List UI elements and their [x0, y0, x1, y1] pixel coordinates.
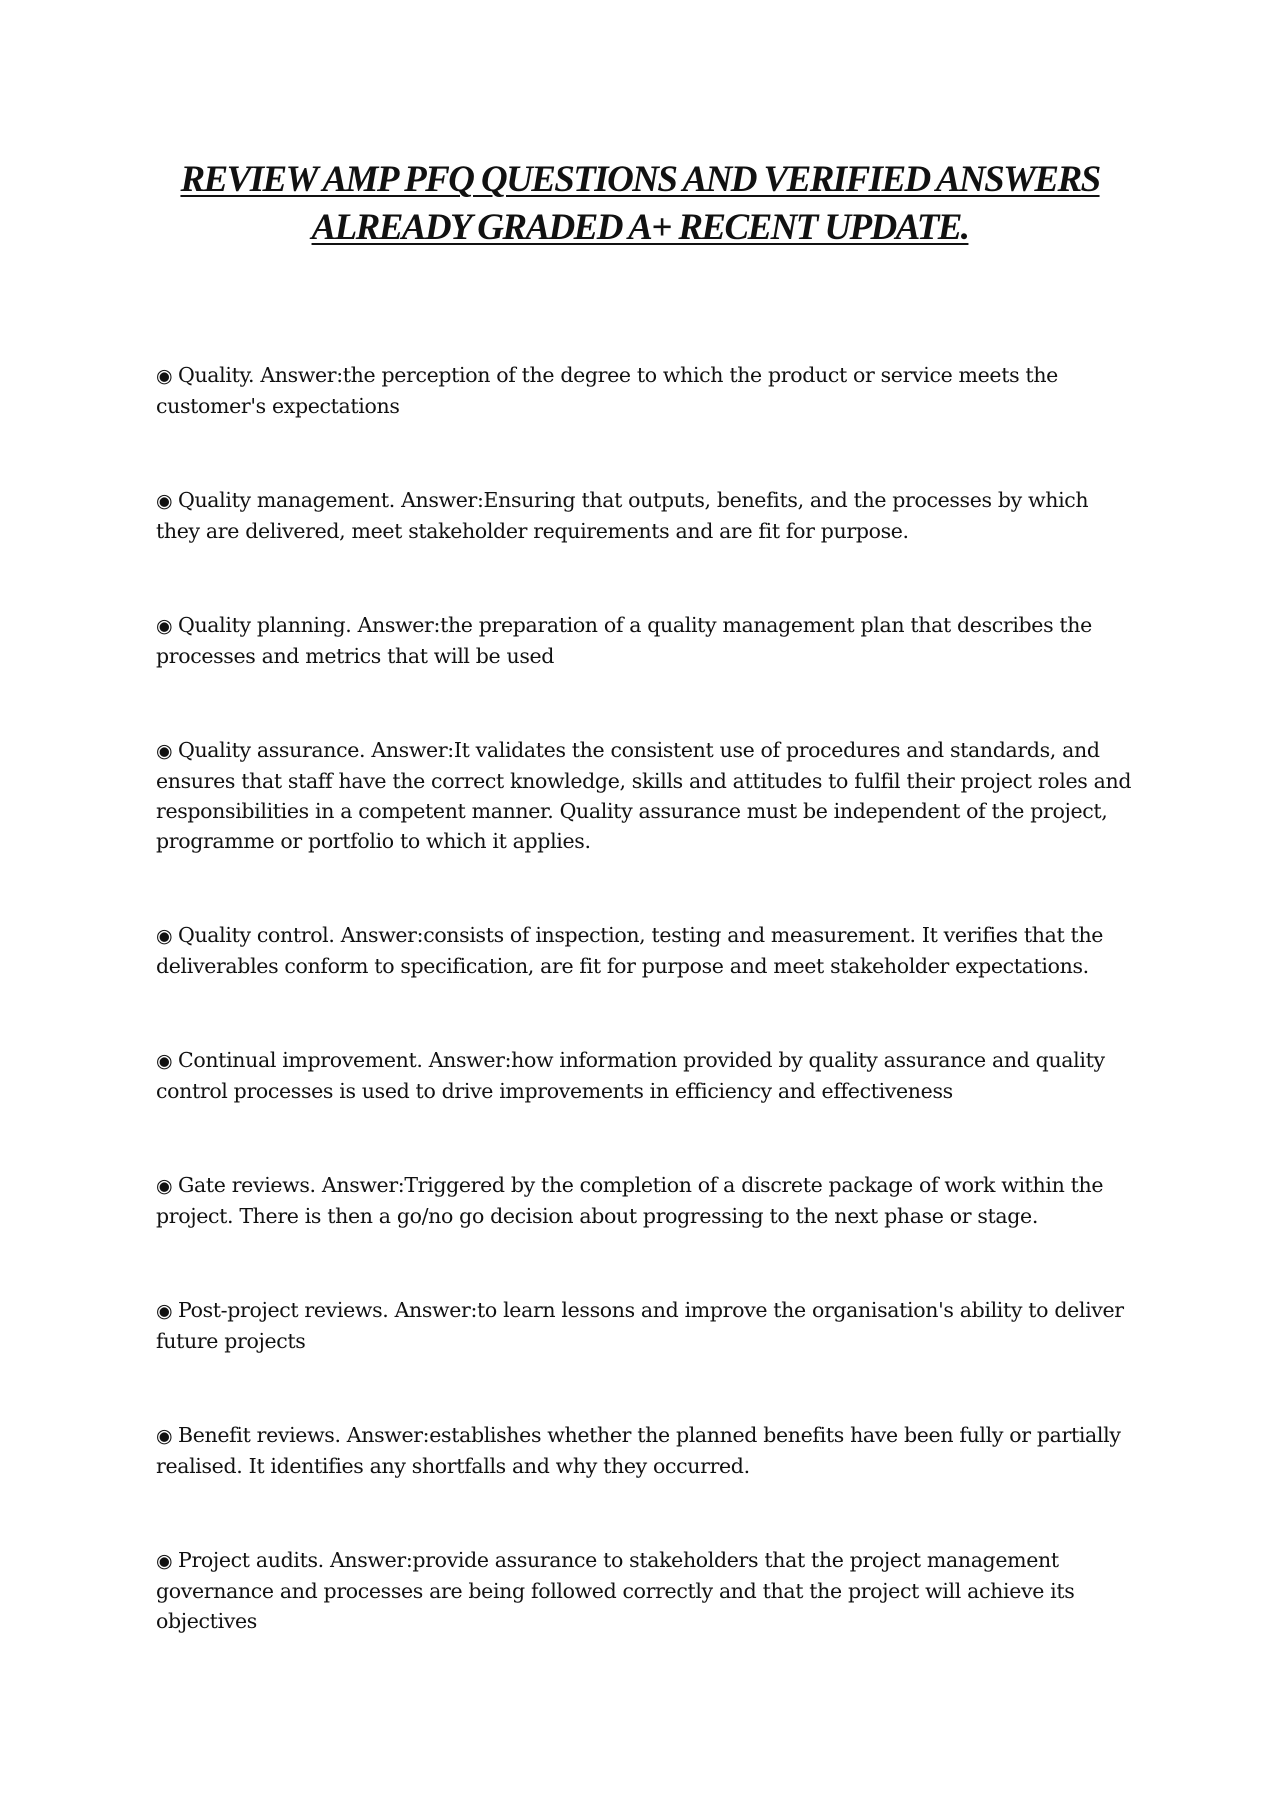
qa-text: Benefit reviews. Answer:establishes whether the planned benefits have been fully or partially realised. It identifies any shortfalls and why they occurred.	[156, 1423, 1121, 1478]
qa-text: Quality management. Answer:Ensuring that outputs, benefits, and the processes by which they are delivered, meet stakeholder requirements and are fit for purpose.	[156, 488, 1089, 543]
fisheye-bullet-icon: ◉	[156, 1425, 173, 1447]
list-item	[156, 1045, 1136, 1106]
list-item	[156, 610, 1136, 671]
fisheye-bullet-icon: ◉	[156, 1550, 173, 1572]
fisheye-bullet-icon: ◉	[156, 925, 173, 947]
document-title	[120, 156, 1160, 252]
list-item	[156, 1420, 1136, 1481]
fisheye-bullet-icon: ◉	[156, 365, 173, 387]
list-item	[156, 485, 1136, 546]
fisheye-bullet-icon: ◉	[156, 1050, 173, 1072]
fisheye-bullet-icon: ◉	[156, 1175, 173, 1197]
qa-list	[156, 360, 1136, 1700]
list-item	[156, 735, 1136, 856]
fisheye-bullet-icon: ◉	[156, 740, 173, 762]
qa-text: Continual improvement. Answer:how information provided by quality assurance and quality control processes is used to drive improvements in efficiency and effectiveness	[156, 1048, 1105, 1103]
qa-text: Quality control. Answer:consists of inspection, testing and measurement. It verifies that the deliverables conform to specification, are fit for purpose and meet stakeholder expectations.	[156, 923, 1104, 978]
qa-text: Quality. Answer:the perception of the degree to which the product or service meets the customer's expectations	[156, 363, 1058, 418]
fisheye-bullet-icon: ◉	[156, 615, 173, 637]
list-item	[156, 920, 1136, 981]
title-line-2: ALREADY GRADED A+ RECENT UPDATE.	[311, 207, 969, 248]
list-item	[156, 1545, 1136, 1636]
qa-text: Quality planning. Answer:the preparation of a quality management plan that describes the processes and metrics that will be used	[156, 613, 1092, 668]
qa-text: Post-project reviews. Answer:to learn lessons and improve the organisation's ability to deliver future projects	[156, 1298, 1124, 1353]
fisheye-bullet-icon: ◉	[156, 490, 173, 512]
list-item	[156, 360, 1136, 421]
qa-text: Project audits. Answer:provide assurance to stakeholders that the project management governance and processes are being followed correctly and that the project will achieve its objectives	[156, 1548, 1075, 1633]
qa-text: Gate reviews. Answer:Triggered by the completion of a discrete package of work within the project. There is then a go/no go decision about progressing to the next phase or stage.	[156, 1173, 1104, 1228]
qa-text: Quality assurance. Answer:It validates the consistent use of procedures and standards, and ensures that staff have the correct knowledge, skills and attitudes to fulfil their project roles and responsibilities in a competent manner. Quality assurance must be independent of the project, programme or portfolio to which it applies.	[156, 738, 1132, 853]
fisheye-bullet-icon: ◉	[156, 1300, 173, 1322]
list-item	[156, 1295, 1136, 1356]
title-line-1: REVIEW AMP PFQ QUESTIONS AND VERIFIED ANSWERS	[180, 159, 1100, 200]
list-item	[156, 1170, 1136, 1231]
